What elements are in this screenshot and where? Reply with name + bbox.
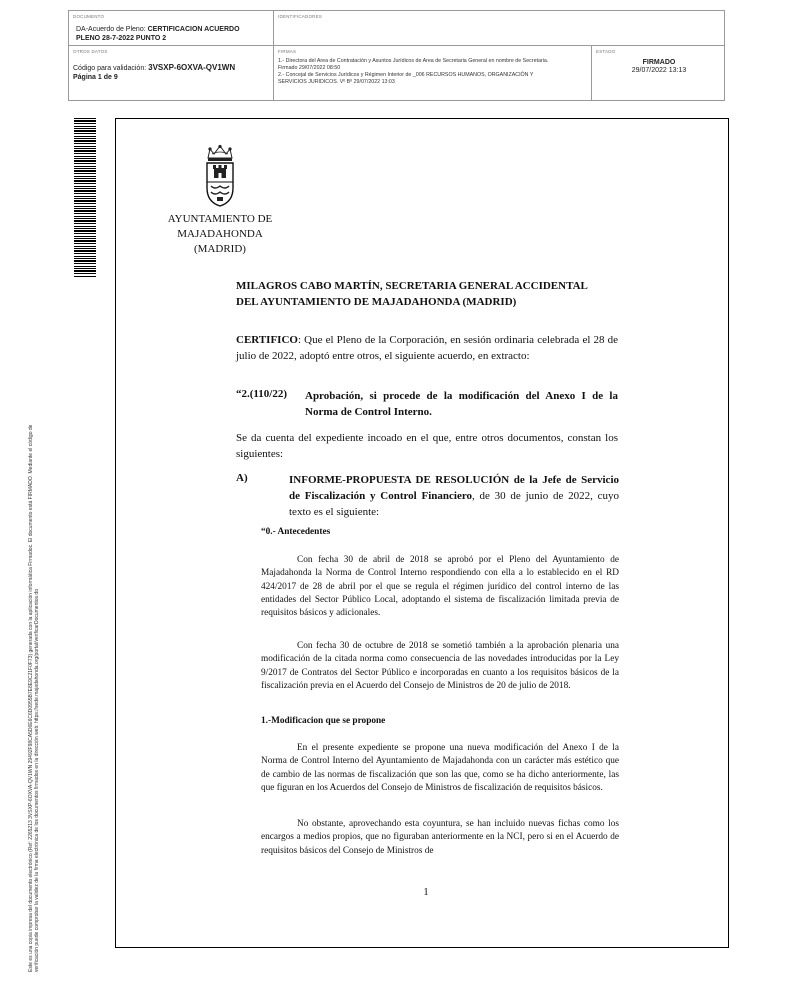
- header-identificadores-cell: [273, 10, 725, 46]
- section-a-letter: A): [236, 472, 248, 484]
- modificacion-paragraph-2: No obstante, aprovechando esta coyuntura, se han incluido nuevas fichas como los encargos a medios propios, que no figuraban anteriormente en la NCI, pero si en el Acuerdo de requisitos básicos del Consejo de Ministros de: [261, 819, 619, 856]
- page-number: 1: [423, 886, 429, 898]
- barcode-icon: [74, 118, 96, 278]
- documento-label: DOCUMENTO: [73, 14, 105, 19]
- signer-line-1: MILAGROS CABO MARTÍN, SECRETARIA GENERAL ACCIDENTAL: [236, 280, 588, 292]
- documento-prefix: DA-Acuerdo de Pleno:: [76, 26, 146, 33]
- header-firmas-cell: [273, 45, 592, 101]
- page-count: Página 1 de 9: [73, 74, 118, 81]
- municipality-name: [150, 212, 290, 257]
- verification-side-line-2: verificación puede comprobar la validez de la firma electrónica de los documentos firmados en la dirección web: https://sede.majadahonda.org/portal/verificarDocumentos.do: [34, 589, 41, 972]
- certifico-paragraph: [236, 332, 618, 364]
- municipality-line-3: (MADRID): [194, 243, 246, 255]
- verification-side-line-1: Este es una copia impresa del documento electrónico (Ref: 2265213 3VSXP-6OXVA-QV1WN 29492F98CA5D6E6C6D0955B7E8E9C21F0F73) generada con la aplicación informática Firmadoc. El documento está FIRMADO. Mediante el código de: [28, 424, 34, 972]
- documento-title-bold-1: CERTIFICACION ACUERDO: [147, 26, 240, 33]
- agenda-item-number: “2.(110/22): [236, 388, 288, 400]
- firma-1-role: 1.- Directora del Area de Contratación y Asuntos Jurídicos de Area de Secretaria General en nombre de Secretaria.: [278, 58, 549, 64]
- estado-value: FIRMADO: [642, 59, 676, 66]
- validation-code-label: Código para validación:: [73, 65, 147, 72]
- section-a-bold: INFORME-PROPUESTA DE RESOLUCIÓN de la Jefe de Servicio de Fiscalización y Control Financiero: [289, 474, 619, 502]
- estado-date: 29/07/2022 13:13: [631, 67, 687, 74]
- antecedentes-heading: “0.- Antecedentes: [261, 527, 331, 537]
- expediente-paragraph: Se da cuenta del expediente incoado en el que, entre otros documentos, constan los siguientes:: [236, 432, 618, 460]
- estado-label: ESTADO: [596, 49, 616, 54]
- validation-code-line: [73, 63, 273, 73]
- signer-line-2: DEL AYUNTAMIENTO DE MAJADAHONDA (MADRID): [236, 296, 517, 308]
- modificacion-paragraph-1: En el presente expediente se propone una nueva modificación del Anexo I de la Norma de Control Interno del Ayuntamiento de Majadahonda con un carácter más estético que de cambio de las normas de fiscalización que son las que, como se ha dicho anteriormente, las que figuran en los Acuerdos del Consejo de Ministros de fiscalización de requisitos básicos.: [261, 743, 619, 793]
- documento-title: [76, 25, 272, 43]
- modificacion-heading: 1.-Modificacion que se propone: [261, 716, 386, 726]
- agenda-item-title: Aprobación, si procede de la modificación del Anexo I de la Norma de Control Interno.: [305, 390, 618, 418]
- firmas-list: [278, 58, 590, 86]
- antecedentes-paragraph-2: Con fecha 30 de octubre de 2018 se sometió también a la aprobación plenaria una modificación de la citada norma como consecuencia de las novedades introducidas por la Ley 9/2017 de Contratos del Sector Público e incorporadas en cuanto a los requisitos básicos de la fiscalización previa en el Acuerdo del Consejo de Ministros de 20 de julio de 2018.: [261, 641, 619, 691]
- otros-datos-label: OTROS DATOS: [73, 49, 108, 54]
- identificadores-label: IDENTIFICADORES: [278, 14, 323, 19]
- firma-2-date: SERVICIOS JURIDICOS. Vº Bº 29/07/2022 13:03: [278, 79, 395, 85]
- section-a-rest: , de 30 de junio de 2022, cuyo texto es el siguiente:: [289, 490, 619, 518]
- antecedentes-paragraph-1: Con fecha 30 de abril de 2018 se aprobó por el Pleno del Ayuntamiento de Majadahonda la Norma de Control Interno respondiendo con ella a lo establecido en el RD 424/2017 de 28 de abril por el que se regula el régimen jurídico del control interno de las entidades del Sector Público Local, adoptando el sistema de fiscalización limitada previa de requisitos básicos y adicionales.: [261, 555, 619, 619]
- documento-title-bold-2: PLENO 28-7-2022 PUNTO 2: [76, 35, 167, 42]
- certifico-text: : Que el Pleno de la Corporación, en sesión ordinaria celebrada el 28 de julio de 2022, adoptó entre otros, el siguiente acuerdo, en extracto:: [236, 334, 618, 362]
- municipality-line-2: MAJADAHONDA: [177, 228, 263, 240]
- validation-code-value: 3VSXP-6OXVA-QV1WN: [148, 63, 236, 72]
- firmas-label: FIRMAS: [278, 49, 297, 54]
- firma-2-role: 2.- Concejal de Servicios Jurídicos y Régimen Interior de _006 RECURSOS HUMANOS, ORGANIZACIÓN Y: [278, 72, 534, 78]
- municipality-line-1: AYUNTAMIENTO DE: [167, 213, 273, 225]
- header-otros-datos-cell: [68, 45, 274, 101]
- verification-side-text: [28, 292, 41, 972]
- signer-heading: [236, 278, 618, 310]
- firma-1-date: Firmado 29/07/2022 08:50: [278, 65, 341, 71]
- coat-of-arms-icon: [202, 144, 238, 208]
- header-estado-cell: [591, 45, 725, 101]
- certifico-label: CERTIFICO: [236, 334, 298, 346]
- header-documento-cell: [68, 10, 274, 46]
- section-a-paragraph: [289, 472, 619, 520]
